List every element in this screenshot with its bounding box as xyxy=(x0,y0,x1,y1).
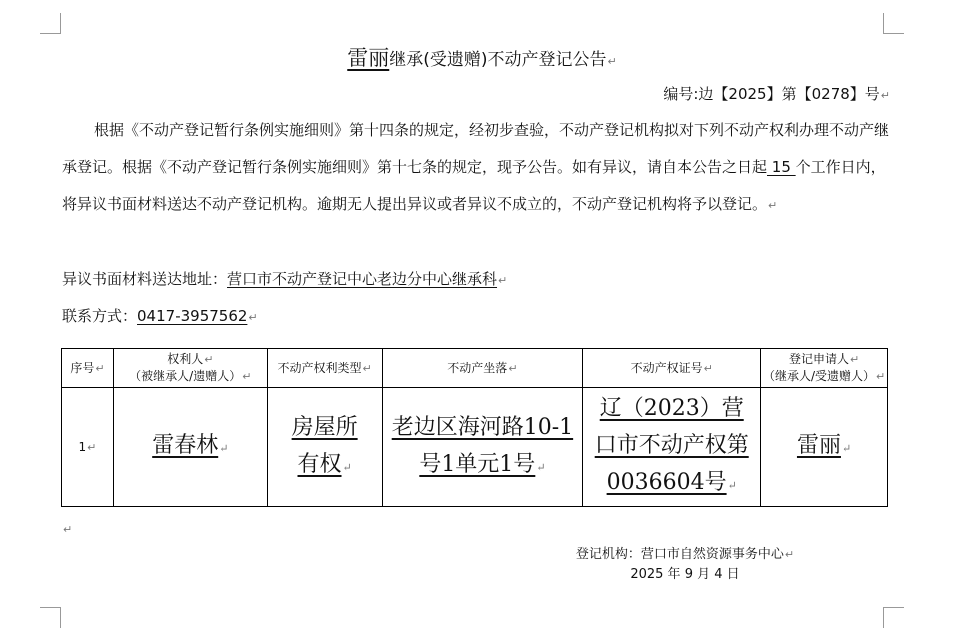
header-location: 不动产坐落↵ xyxy=(382,349,583,388)
footer-date: 2025 年 9 月 4 日 xyxy=(630,567,740,582)
page-corner-top-right xyxy=(883,13,904,34)
cell-holder: 雷春林↵ xyxy=(113,388,267,507)
paragraph-mark-icon: ↵ xyxy=(768,199,778,212)
title-rest: 继承(受遗赠)不动产登记公告 xyxy=(389,50,607,70)
announcement-number-text: 编号:边【2025】第【0278】号 xyxy=(663,85,880,103)
cell-seq: 1↵ xyxy=(62,388,114,507)
contact-value: 0417-3957562 xyxy=(137,307,248,325)
paragraph-mark-icon: ↵ xyxy=(607,55,617,68)
paragraph-mark-icon: ↵ xyxy=(703,361,713,375)
table-header-row xyxy=(62,349,888,388)
page-corner-bottom-right xyxy=(883,607,904,628)
paragraph-mark-icon: ↵ xyxy=(63,523,73,536)
address-line xyxy=(62,268,507,289)
paragraph-mark-icon: ↵ xyxy=(508,361,518,375)
document-title xyxy=(0,42,964,72)
page-corner-top-left xyxy=(40,13,61,34)
footer-block xyxy=(560,545,810,585)
paragraph-mark-icon: ↵ xyxy=(875,370,886,383)
paragraph-mark-icon: ↵ xyxy=(849,353,860,366)
body-paragraph xyxy=(62,112,890,224)
paragraph-mark-icon: ↵ xyxy=(204,353,214,366)
body-text-after: 个工作日内，将异议书面材料送达不动产登记机构。逾期无人提出异议或者异议不成立的，不动产登记机构将予以登记。 xyxy=(62,158,886,213)
paragraph-mark-icon: ↵ xyxy=(342,460,352,474)
contact-line xyxy=(62,305,258,326)
cell-cert: 辽（2023）营口市不动产权第0036604号↵ xyxy=(583,388,761,507)
cell-applicant: 雷丽↵ xyxy=(761,388,888,507)
address-value: 营口市不动产登记中心老边分中心继承科 xyxy=(227,270,498,288)
announcement-number xyxy=(663,83,890,104)
paragraph-mark-icon: ↵ xyxy=(248,311,258,324)
header-applicant: 登记申请人↵ （继承人/受遗赠人）↵ xyxy=(761,349,888,388)
page-corner-bottom-left xyxy=(40,607,61,628)
header-type: 不动产权利类型↵ xyxy=(267,349,382,388)
contact-label: 联系方式： xyxy=(62,307,138,325)
header-seq: 序号↵ xyxy=(62,349,114,388)
header-cert: 不动产权证号↵ xyxy=(583,349,761,388)
paragraph-mark-icon: ↵ xyxy=(727,479,737,492)
empty-paragraph xyxy=(62,518,72,537)
paragraph-mark-icon: ↵ xyxy=(784,548,795,561)
paragraph-mark-icon: ↵ xyxy=(362,361,372,375)
paragraph-mark-icon: ↵ xyxy=(536,460,546,474)
paragraph-mark-icon: ↵ xyxy=(498,274,508,287)
address-label: 异议书面材料送达地址： xyxy=(62,270,228,288)
days-count: 15 xyxy=(767,158,796,176)
paragraph-mark-icon: ↵ xyxy=(95,361,105,375)
title-name: 雷丽 xyxy=(347,46,390,70)
footer-org: 登记机构：营口市自然资源事务中心 xyxy=(575,547,784,562)
cell-location: 老边区海河路10-1号1单元1号↵ xyxy=(382,388,583,507)
body-text-before: 根据《不动产登记暂行条例实施细则》第十四条的规定，经初步查验，不动产登记机构拟对下列不动产权利办理不动产继承登记。根据《不动产登记暂行条例实施细则》第十七条的规定，现予公告。如有异议，请自本公告之日起 xyxy=(62,121,890,176)
table-row xyxy=(62,388,888,507)
paragraph-mark-icon: ↵ xyxy=(841,442,852,455)
registration-table xyxy=(61,348,888,507)
paragraph-mark-icon: ↵ xyxy=(242,370,252,383)
header-holder: 权利人↵ （被继承人/遗赠人）↵ xyxy=(113,349,267,388)
paragraph-mark-icon: ↵ xyxy=(880,89,890,102)
paragraph-mark-icon: ↵ xyxy=(219,442,229,455)
cell-type: 房屋所有权↵ xyxy=(267,388,382,507)
paragraph-mark-icon: ↵ xyxy=(87,440,97,454)
